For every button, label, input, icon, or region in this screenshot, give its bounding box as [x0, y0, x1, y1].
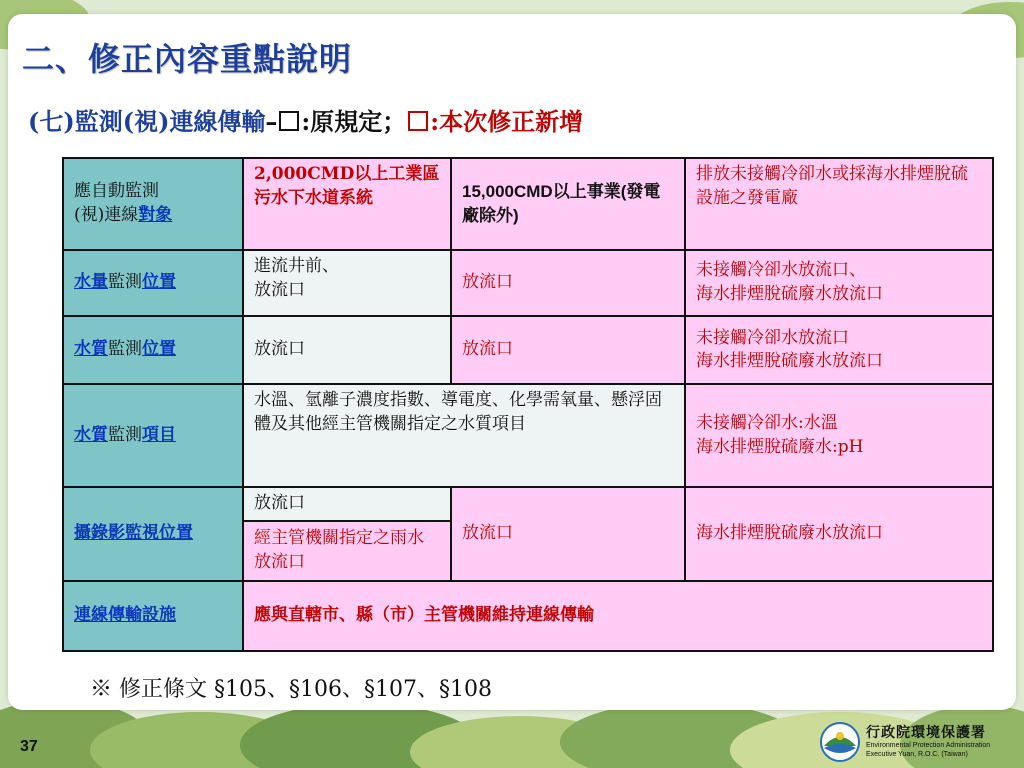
header-link: 攝錄影監視位置: [74, 522, 193, 543]
cell-transmission: 應與直轄市、縣（市）主管機關維持連線傳輸: [243, 581, 993, 651]
agency-name-en: Environmental Protection Administration: [866, 742, 991, 749]
header-link: 位置: [142, 272, 176, 293]
amendment-footnote: ※ 修正條文 §105、§106、§107、§108: [90, 677, 492, 702]
cell-line: 海水排煙脫硫廢水放流口: [696, 351, 883, 372]
cell-power-plant: 排放未接觸冷卻水或採海水排煙脫硫設施之發電廠: [685, 158, 993, 250]
square-black-icon: [279, 111, 299, 131]
cell-quality-position-plant: [685, 316, 993, 384]
header-link: 位置: [142, 339, 176, 360]
header-link: 水量: [74, 272, 108, 293]
header-text: 監測: [108, 272, 142, 293]
header-text: 應自動監測: [74, 181, 159, 202]
cell-line: 未接觸冷卻水放流口、: [696, 260, 866, 281]
cell-quality-position-enterprise: 放流口: [451, 316, 685, 384]
cell-video-rainwater: 經主管機關指定之雨水放流口: [243, 521, 451, 581]
cell-line: 未接觸冷卻水放流口: [696, 327, 849, 348]
row-header-quality-position: [63, 316, 243, 384]
square-red-icon: [408, 111, 428, 131]
cell-line: 海水排煙脫硫廢水:pH: [696, 436, 864, 457]
header-text: (視)連線: [74, 205, 139, 226]
agency-name-cn: 行政院環境保護署: [866, 725, 986, 741]
epa-emblem-icon: [820, 722, 860, 762]
cell-enterprise: 15,000CMD以上事業(發電廠除外): [451, 158, 685, 250]
page-number: 37: [20, 738, 38, 755]
header-text: 監測: [108, 424, 142, 445]
subtitle-section: (七)監測(視)連線傳輸: [28, 107, 266, 136]
header-link: 水質: [74, 424, 108, 445]
table-row: [63, 316, 993, 384]
subtitle-dash: –: [265, 107, 278, 136]
table-row: [63, 158, 993, 250]
table-row: [63, 250, 993, 316]
header-text: 監測: [108, 339, 142, 360]
row-header-video: [63, 487, 243, 581]
table-row: [63, 581, 993, 651]
epa-logo: [820, 720, 1016, 764]
header-link: 水質: [74, 339, 108, 360]
cell-flow-position-plant: [685, 250, 993, 316]
cell-quality-position-sewer: 放流口: [243, 316, 451, 384]
cell-line: 未接觸冷卻水:水溫: [696, 412, 838, 433]
cell-video-plant: 海水排煙脫硫廢水放流口: [685, 487, 993, 581]
cell-line: 海水排煙脫硫廢水放流口: [696, 284, 883, 305]
row-header-flow-position: [63, 250, 243, 316]
header-link: 對象: [138, 205, 173, 226]
cell-industrial-sewer: 2,000CMD以上工業區污水下水道系統: [243, 158, 451, 250]
row-header-target: [63, 158, 243, 250]
header-link: 項目: [142, 424, 176, 445]
subtitle-new-addition: :本次修正新增: [430, 107, 584, 136]
subtitle-original-rule: :原規定；: [301, 107, 407, 136]
header-link: 連線傳輸設施: [74, 605, 176, 625]
cell-video-outlet: 放流口: [243, 487, 451, 521]
slide-title: 二、修正內容重點說明: [22, 40, 353, 78]
table-row: [63, 384, 993, 486]
cell-flow-position-enterprise: 放流口: [451, 250, 685, 316]
cell-line: 放流口: [254, 279, 305, 300]
cell-quality-items-plant: [685, 384, 993, 486]
table-row: [63, 487, 993, 521]
cell-line: 進流井前、: [254, 256, 339, 277]
cell-quality-items-common: 水溫、氫離子濃度指數、導電度、化學需氧量、懸浮固體及其他經主管機關指定之水質項目: [243, 384, 685, 486]
cell-flow-position-sewer: [243, 250, 451, 316]
row-header-quality-items: [63, 384, 243, 486]
comparison-table: [62, 157, 992, 652]
cell-video-enterprise: 放流口: [451, 487, 685, 581]
slide-subtitle: [28, 102, 583, 137]
agency-name-en-2: Executive Yuan, R.O.C. (Taiwan): [866, 751, 968, 758]
row-header-transmission: [63, 581, 243, 651]
